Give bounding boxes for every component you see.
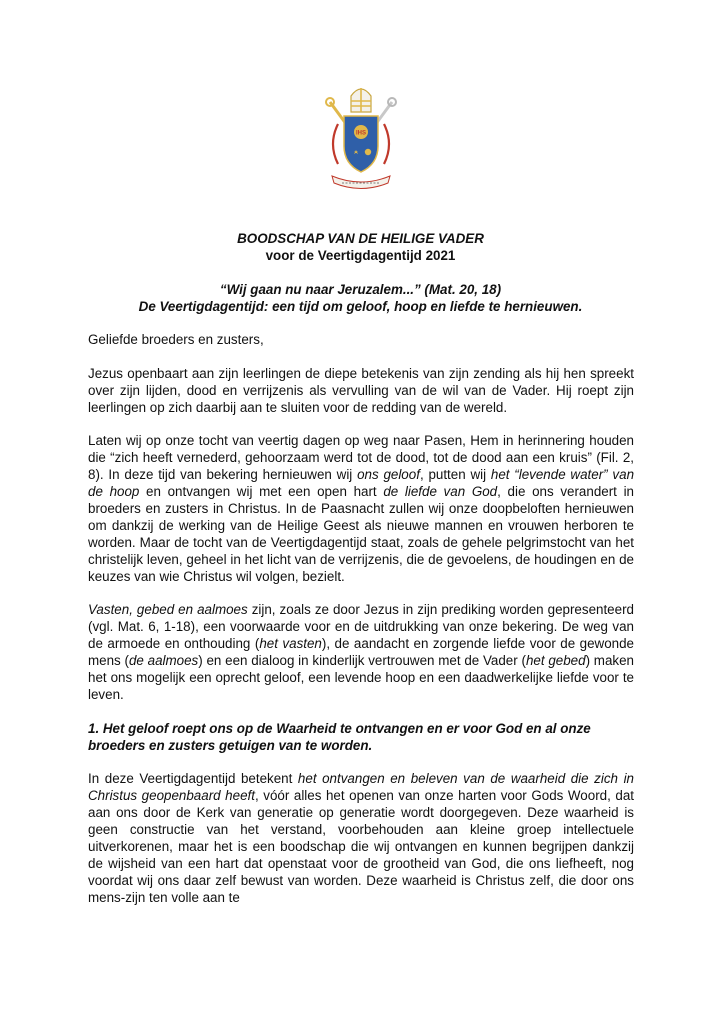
salutation: Geliefde broeders en zusters, <box>88 332 264 347</box>
quote-line: “Wij gaan nu naar Jeruzalem...” (Mat. 20, 18) <box>219 282 502 297</box>
document-title-block <box>88 230 633 315</box>
papal-coat-of-arms-icon <box>318 84 404 194</box>
svg-text:IHS: IHS <box>355 130 367 137</box>
paragraph-3: Vasten, gebed en aalmoes zijn, zoals ze door Jezus in zijn prediking worden gepresenteerd (vgl. Mat. 6, 1-18), een voorwaarde voor en de uitdrukking van onze bekering. De weg van de armoede en onthouding (het vasten), de aandacht en zorgende liefde voor de gewonde mens (de aalmoes) en een dialoog in kinderlijk vertrouwen met de Vader (het gebed) maken het ons mogelijk een oprecht geloof, een levende hoop en een daadwerkelijke liefde voor te leven. <box>88 602 634 702</box>
title-line-1: BOODSCHAP VAN DE HEILIGE VADER <box>237 231 484 246</box>
paragraph-2: Laten wij op onze tocht van veertig dagen op weg naar Pasen, Hem in herinnering houden die “zich heeft vernederd, gehoorzaam werd tot de dood, tot de dood aan een kruis” (Fil. 2, 8). In deze tijd van bekering hernieuwen wij ons geloof, putten wij het “levende water” van de hoop en ontvangen wij met een open hart de liefde van God, die ons verandert in broeders en zusters in Christus. In de Paasnacht zullen wij onze doopbeloften hernieuwen om dankzij de werking van de Heilige Geest als nieuwe mannen en vrouwen herboren te worden. Maar de tocht van de Veertigdagentijd staat, zoals de gehele pelgrimstocht van het christelijk leven, geheel in het licht van de verrijzenis, die de gevoelens, de houdingen en de keuzes van wie Christus wil volgen, bezielt. <box>88 433 635 584</box>
paragraph-1: Jezus openbaart aan zijn leerlingen de diepe betekenis van zijn zending als hij hen spreekt over zijn lijden, dood en verrijzenis als vervulling van de wil van de Vader. Hij roept zijn leerlingen op zich daarbij aan te sluiten voor de redding van de wereld. <box>88 365 634 415</box>
paragraph-4: In deze Veertigdagentijd betekent het ontvangen en beleven van de waarheid die zich in Christus geopenbaard heeft, vóór alles het openen van onze harten voor Gods Woord, dat aan ons door de Kerk van generatie op generatie wordt doorgegeven. Deze waarheid is geen constructie van het verstand, voorbehouden aan kleine groep intellectuele uitverkorenen, maar het is een boodschap die wij ontvangen en kunnen begrijpen dankzij de wijsheid van een hart dat openstaat voor de grootheid van God, die ons liefheeft, nog voordat wij ons daar zelf bewust van worden. Deze waarheid is Christus zelf, die door ons mens-zijn ten volle aan te <box>88 771 635 905</box>
subtitle-line: De Veertigdagentijd: een tijd om geloof, hoop en liefde te hernieuwen. <box>138 299 583 314</box>
document-body <box>88 332 634 924</box>
title-line-2: voor de Veertigdagentijd 2021 <box>265 248 456 263</box>
section-1-heading: 1. Het geloof roept ons op de Waarheid te ontvangen en er voor God en al onze broeders en zusters getuigen van te worden. <box>88 720 591 753</box>
